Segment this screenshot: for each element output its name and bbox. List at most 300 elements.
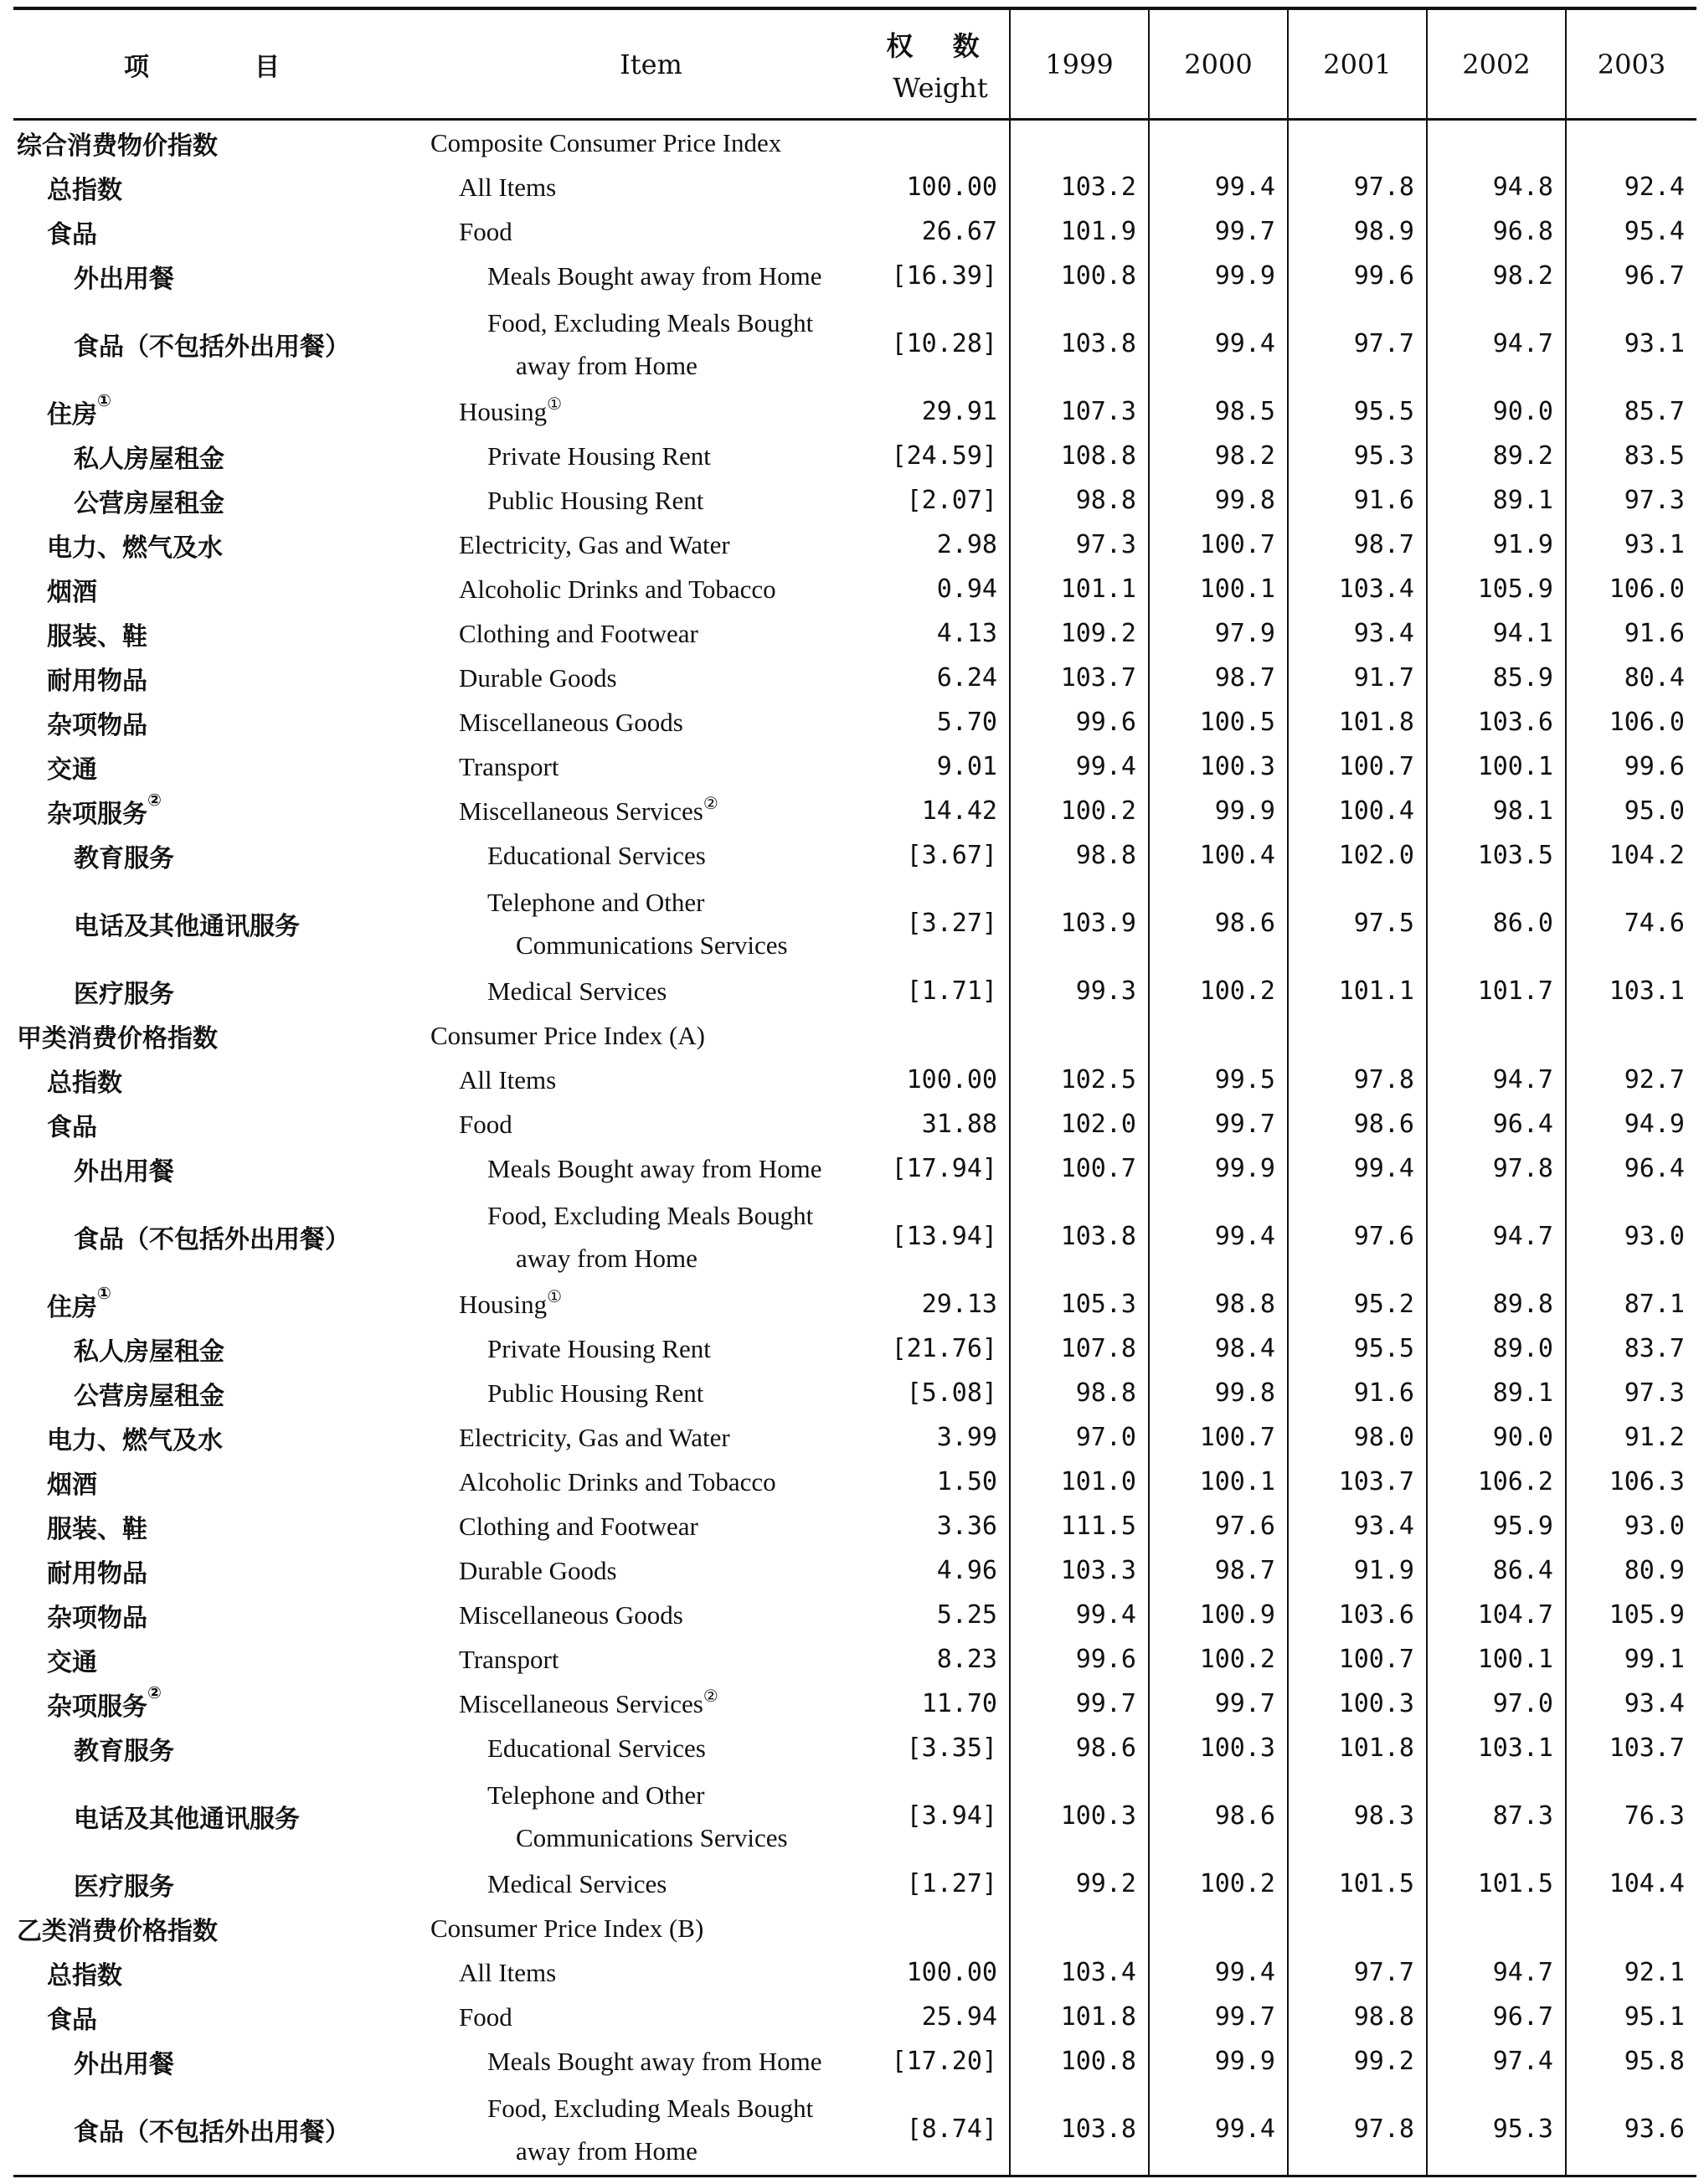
item-en: Food, Excluding Meals Bought — [487, 2093, 814, 2123]
item-en-cell — [430, 1371, 872, 1415]
item-en-cell — [430, 1058, 872, 1102]
table-row — [13, 1102, 1696, 1146]
item-cn: 外出用餐 — [74, 264, 174, 294]
item-cn-cell — [13, 1950, 430, 1995]
weight-cell: 11.70 — [872, 1682, 1010, 1726]
item-cn: 耐用物品 — [47, 1558, 147, 1589]
value-cell: 105.9 — [1609, 1600, 1685, 1630]
value-cell: 105.3 — [1010, 1282, 1149, 1326]
item-cn-cell — [13, 1282, 430, 1326]
item-cn: 综合消费物价指数 — [17, 131, 218, 161]
value-cell: 83.7 — [1624, 1334, 1685, 1363]
item-en: Food — [459, 216, 512, 246]
value-cell: 89.1 — [1427, 1371, 1566, 1415]
value-cell — [1149, 1013, 1288, 1058]
value-cell: 100.3 — [1149, 1726, 1288, 1770]
value-cell: 99.4 — [1149, 2084, 1288, 2176]
value-cell — [1566, 1013, 1696, 1058]
table-row — [13, 656, 1696, 700]
value-cell: 101.5 — [1288, 1862, 1427, 1906]
weight-cell: [3.67] — [872, 833, 1010, 878]
value-cell: 100.2 — [1010, 789, 1149, 833]
footnote-marker: ② — [147, 1682, 162, 1702]
item-cn: 杂项物品 — [47, 1603, 147, 1633]
item-cn-cell — [13, 254, 430, 298]
value-cell: 99.9 — [1149, 254, 1288, 298]
value-cell: 109.2 — [1010, 611, 1149, 656]
value-cell: 103.9 — [1010, 878, 1149, 969]
footnote-marker: ① — [97, 389, 111, 410]
item-en-cell — [430, 789, 872, 833]
item-cn-cell — [13, 1637, 430, 1682]
item-en: All Items — [459, 1064, 557, 1095]
item-cn-cell — [13, 611, 430, 656]
value-cell: 99.4 — [1010, 1593, 1149, 1637]
footnote-marker: ① — [547, 394, 563, 414]
item-en: Clothing and Footwear — [459, 618, 698, 648]
value-cell: 93.0 — [1624, 1512, 1685, 1541]
value-cell: 93.1 — [1624, 530, 1685, 559]
item-cn: 烟酒 — [47, 1470, 97, 1500]
value-cell: 100.7 — [1149, 523, 1288, 567]
item-en-cell — [430, 1013, 872, 1058]
value-cell: 97.7 — [1288, 298, 1427, 389]
item-en-cell — [430, 744, 872, 789]
item-cn: 私人房屋租金 — [74, 444, 224, 474]
item-en-cell — [430, 1415, 872, 1460]
value-cell: 98.8 — [1010, 1371, 1149, 1415]
weight-cell: [2.07] — [872, 478, 1010, 523]
value-cell: 103.1 — [1427, 1726, 1566, 1770]
value-cell: 98.2 — [1427, 254, 1566, 298]
weight-cell: [13.94] — [872, 1191, 1010, 1282]
item-en-cell — [430, 969, 872, 1013]
item-cn: 交通 — [47, 1647, 97, 1677]
header-weight — [872, 8, 1010, 120]
value-cell: 99.4 — [1149, 1191, 1288, 1282]
value-cell: 99.8 — [1149, 1371, 1288, 1415]
item-cn-cell — [13, 1460, 430, 1504]
item-en: Alcoholic Drinks and Tobacco — [459, 1466, 776, 1496]
item-en-cell — [430, 1637, 872, 1682]
item-en: Food — [459, 2001, 512, 2032]
value-cell: 97.6 — [1288, 1191, 1427, 1282]
value-cell: 106.0 — [1609, 574, 1685, 604]
value-cell — [1288, 1013, 1427, 1058]
value-cell: 103.1 — [1609, 976, 1685, 1006]
item-en: Private Housing Rent — [487, 1333, 711, 1363]
weight-cell: 3.36 — [872, 1504, 1010, 1548]
table-row — [13, 1770, 1696, 1862]
table-row — [13, 2084, 1696, 2176]
value-cell — [1427, 1906, 1566, 1950]
table-row — [13, 478, 1696, 523]
table-row — [13, 434, 1696, 478]
value-cell — [1010, 1013, 1149, 1058]
item-en-cell — [430, 1862, 872, 1906]
value-cell: 90.0 — [1427, 389, 1566, 434]
value-cell: 96.7 — [1624, 261, 1685, 291]
value-cell: 89.8 — [1427, 1282, 1566, 1326]
value-cell: 97.8 — [1288, 165, 1427, 209]
item-cn: 公营房屋租金 — [74, 1381, 224, 1411]
value-cell: 101.8 — [1010, 1995, 1149, 2039]
weight-cell: 0.94 — [872, 567, 1010, 611]
value-cell: 100.4 — [1288, 789, 1427, 833]
item-en-cell — [430, 1191, 872, 1282]
value-cell: 99.9 — [1149, 789, 1288, 833]
value-cell: 99.6 — [1288, 254, 1427, 298]
weight-cell: [16.39] — [872, 254, 1010, 298]
value-cell: 97.3 — [1624, 1378, 1685, 1408]
value-cell: 83.5 — [1624, 441, 1685, 471]
item-en-cell — [430, 1282, 872, 1326]
value-cell — [1149, 120, 1288, 166]
value-cell: 97.0 — [1427, 1682, 1566, 1726]
item-cn: 食品 — [47, 219, 97, 250]
weight-cell: [3.35] — [872, 1726, 1010, 1770]
table-row — [13, 969, 1696, 1013]
weight-cell: [10.28] — [872, 298, 1010, 389]
item-en-cell — [430, 478, 872, 523]
value-cell: 100.9 — [1149, 1593, 1288, 1637]
value-cell: 103.7 — [1288, 1460, 1427, 1504]
value-cell: 98.0 — [1288, 1415, 1427, 1460]
item-en: Meals Bought away from Home — [487, 2046, 822, 2076]
value-cell: 105.9 — [1427, 567, 1566, 611]
value-cell: 97.6 — [1149, 1504, 1288, 1548]
value-cell: 98.6 — [1149, 1770, 1288, 1862]
value-cell: 106.3 — [1609, 1467, 1685, 1496]
value-cell — [1149, 1906, 1288, 1950]
header-weight-cn: 权 数 — [886, 29, 995, 62]
value-cell: 97.9 — [1149, 611, 1288, 656]
weight-cell: 2.98 — [872, 523, 1010, 567]
table-row — [13, 523, 1696, 567]
item-en-cell — [430, 656, 872, 700]
value-cell: 100.1 — [1427, 1637, 1566, 1682]
value-cell: 97.5 — [1288, 878, 1427, 969]
item-en-cell — [430, 2039, 872, 2084]
table-row — [13, 567, 1696, 611]
table-row — [13, 2039, 1696, 2084]
table-row — [13, 1862, 1696, 1906]
value-cell: 93.4 — [1288, 1504, 1427, 1548]
value-cell: 98.7 — [1149, 656, 1288, 700]
item-cn: 电话及其他通讯服务 — [74, 911, 300, 941]
value-cell: 99.3 — [1010, 969, 1149, 1013]
value-cell: 102.5 — [1010, 1058, 1149, 1102]
item-en: Transport — [459, 751, 559, 781]
item-cn: 电话及其他通讯服务 — [74, 1804, 300, 1834]
item-en: Private Housing Rent — [487, 440, 711, 471]
value-cell: 99.9 — [1149, 2039, 1288, 2084]
table-row — [13, 1548, 1696, 1593]
item-cn-cell — [13, 1371, 430, 1415]
value-cell: 92.1 — [1624, 1958, 1685, 1987]
value-cell: 95.8 — [1624, 2047, 1685, 2076]
item-en: Alcoholic Drinks and Tobacco — [459, 574, 776, 604]
weight-cell: 100.00 — [872, 165, 1010, 209]
item-en: Medical Services — [487, 1868, 667, 1898]
value-cell: 97.3 — [1624, 486, 1685, 515]
value-cell: 98.6 — [1288, 1102, 1427, 1146]
table-row — [13, 744, 1696, 789]
item-en-cell — [430, 2084, 872, 2176]
item-en-cell — [430, 1102, 872, 1146]
item-en-cell — [430, 833, 872, 878]
value-cell: 99.7 — [1149, 1995, 1288, 2039]
weight-cell: 3.99 — [872, 1415, 1010, 1460]
item-en-line2: Communications Services — [516, 1822, 788, 1852]
item-cn-cell — [13, 567, 430, 611]
item-cn-cell — [13, 1326, 430, 1371]
weight-cell: 25.94 — [872, 1995, 1010, 2039]
item-en-cell — [430, 1906, 872, 1950]
weight-cell: [21.76] — [872, 1326, 1010, 1371]
item-en-cell — [430, 878, 872, 969]
footnote-marker: ② — [147, 789, 162, 810]
item-en: Miscellaneous Goods — [459, 1599, 683, 1630]
footnote-marker: ② — [703, 794, 718, 813]
value-cell: 106.0 — [1609, 708, 1685, 737]
value-cell: 98.9 — [1288, 209, 1427, 254]
value-cell: 103.6 — [1427, 700, 1566, 744]
item-en: Telephone and Other — [487, 887, 705, 917]
item-cn: 耐用物品 — [47, 666, 147, 696]
value-cell: 98.8 — [1288, 1995, 1427, 2039]
value-cell: 99.8 — [1149, 478, 1288, 523]
value-cell: 103.7 — [1609, 1733, 1685, 1763]
item-en-cell — [430, 254, 872, 298]
value-cell: 97.8 — [1427, 1146, 1566, 1191]
value-cell: 99.2 — [1288, 2039, 1427, 2084]
weight-cell: 26.67 — [872, 209, 1010, 254]
table-row — [13, 1058, 1696, 1102]
value-cell: 98.8 — [1149, 1282, 1288, 1326]
item-cn-cell — [13, 1995, 430, 2039]
item-en-cell — [430, 700, 872, 744]
item-cn-cell — [13, 1146, 430, 1191]
item-en: Miscellaneous Services — [459, 796, 703, 826]
table-row — [13, 1191, 1696, 1282]
value-cell: 99.9 — [1149, 1146, 1288, 1191]
table-row — [13, 1460, 1696, 1504]
weight-cell: [3.27] — [872, 878, 1010, 969]
value-cell: 94.7 — [1427, 1191, 1566, 1282]
value-cell: 103.6 — [1288, 1593, 1427, 1637]
item-cn-cell — [13, 1726, 430, 1770]
value-cell: 100.4 — [1149, 833, 1288, 878]
item-cn: 教育服务 — [74, 843, 174, 873]
weight-cell: [1.27] — [872, 1862, 1010, 1906]
table-row — [13, 1682, 1696, 1726]
table-row — [13, 700, 1696, 744]
item-en-cell — [430, 1682, 872, 1726]
value-cell: 107.8 — [1010, 1326, 1149, 1371]
value-cell: 101.5 — [1427, 1862, 1566, 1906]
weight-cell: [8.74] — [872, 2084, 1010, 2176]
item-en-cell — [430, 611, 872, 656]
table-row — [13, 165, 1696, 209]
item-en: Electricity, Gas and Water — [459, 1422, 730, 1452]
item-cn-cell — [13, 1682, 430, 1726]
weight-cell — [872, 1013, 1010, 1058]
value-cell: 91.9 — [1288, 1548, 1427, 1593]
value-cell: 92.4 — [1624, 173, 1685, 202]
header-year: 2000 — [1149, 8, 1288, 120]
value-cell: 93.1 — [1624, 329, 1685, 358]
value-cell: 101.8 — [1288, 1726, 1427, 1770]
item-cn: 外出用餐 — [74, 1156, 174, 1187]
value-cell: 99.6 — [1010, 700, 1149, 744]
item-cn-cell — [13, 2039, 430, 2084]
value-cell: 87.3 — [1427, 1770, 1566, 1862]
value-cell: 97.0 — [1010, 1415, 1149, 1460]
weight-cell: [24.59] — [872, 434, 1010, 478]
item-cn-cell — [13, 878, 430, 969]
weight-cell: 14.42 — [872, 789, 1010, 833]
value-cell: 100.1 — [1149, 567, 1288, 611]
value-cell: 93.4 — [1288, 611, 1427, 656]
table-row — [13, 1726, 1696, 1770]
item-cn-cell — [13, 1548, 430, 1593]
value-cell: 97.3 — [1010, 523, 1149, 567]
value-cell: 91.6 — [1288, 478, 1427, 523]
value-cell: 98.4 — [1149, 1326, 1288, 1371]
weight-cell: [3.94] — [872, 1770, 1010, 1862]
item-en-cell — [430, 1950, 872, 1995]
value-cell: 100.5 — [1149, 700, 1288, 744]
value-cell: 95.5 — [1288, 389, 1427, 434]
item-en: Transport — [459, 1644, 559, 1674]
item-cn: 甲类消费价格指数 — [17, 1023, 218, 1053]
item-cn-cell — [13, 1191, 430, 1282]
item-en-cell — [430, 523, 872, 567]
cpi-table — [13, 7, 1696, 2177]
value-cell: 74.6 — [1624, 909, 1685, 938]
value-cell: 100.7 — [1288, 1637, 1427, 1682]
value-cell: 100.8 — [1010, 2039, 1149, 2084]
value-cell: 93.0 — [1624, 1222, 1685, 1251]
value-cell: 101.7 — [1427, 969, 1566, 1013]
value-cell: 100.2 — [1149, 1637, 1288, 1682]
value-cell: 95.9 — [1427, 1504, 1566, 1548]
value-cell — [1566, 1906, 1696, 1950]
value-cell: 99.5 — [1149, 1058, 1288, 1102]
item-cn-cell — [13, 833, 430, 878]
item-en-line2: away from Home — [516, 2135, 698, 2166]
item-en: Meals Bought away from Home — [487, 260, 822, 291]
value-cell: 86.0 — [1427, 878, 1566, 969]
value-cell: 89.2 — [1427, 434, 1566, 478]
value-cell: 101.9 — [1010, 209, 1149, 254]
item-cn-cell — [13, 656, 430, 700]
value-cell: 103.3 — [1010, 1548, 1149, 1593]
value-cell: 108.8 — [1010, 434, 1149, 478]
header-weight-en: Weight — [893, 71, 988, 104]
value-cell: 99.6 — [1624, 752, 1685, 781]
header-year: 2003 — [1566, 8, 1696, 120]
table-row — [13, 298, 1696, 389]
weight-cell — [872, 120, 1010, 166]
item-cn: 电力、燃气及水 — [47, 533, 223, 563]
item-en-cell — [430, 1146, 872, 1191]
item-en: Consumer Price Index (B) — [430, 1913, 704, 1943]
value-cell: 98.6 — [1010, 1726, 1149, 1770]
value-cell: 87.1 — [1624, 1290, 1685, 1319]
value-cell: 99.7 — [1149, 1682, 1288, 1726]
item-cn: 服装、鞋 — [47, 1514, 147, 1544]
value-cell: 99.1 — [1624, 1645, 1685, 1674]
item-cn: 交通 — [47, 755, 97, 785]
item-en-cell — [430, 1995, 872, 2039]
value-cell: 103.2 — [1010, 165, 1149, 209]
item-en-cell — [430, 1326, 872, 1371]
value-cell: 94.9 — [1624, 1110, 1685, 1139]
value-cell: 90.0 — [1427, 1415, 1566, 1460]
item-en: Housing — [459, 396, 548, 426]
value-cell: 95.3 — [1288, 434, 1427, 478]
value-cell: 103.4 — [1010, 1950, 1149, 1995]
table-row — [13, 1950, 1696, 1995]
item-cn-cell — [13, 1013, 430, 1058]
value-cell: 76.3 — [1624, 1801, 1685, 1831]
item-cn: 乙类消费价格指数 — [17, 1916, 218, 1946]
value-cell: 103.8 — [1010, 298, 1149, 389]
weight-cell: 5.25 — [872, 1593, 1010, 1637]
item-cn-cell — [13, 789, 430, 833]
value-cell: 97.8 — [1288, 1058, 1427, 1102]
value-cell: 103.4 — [1288, 567, 1427, 611]
item-cn: 总指数 — [47, 1960, 122, 1991]
value-cell: 96.8 — [1427, 209, 1566, 254]
value-cell: 99.4 — [1288, 1146, 1427, 1191]
value-cell: 97.4 — [1427, 2039, 1566, 2084]
value-cell: 85.9 — [1427, 656, 1566, 700]
value-cell: 91.9 — [1427, 523, 1566, 567]
value-cell: 101.1 — [1288, 969, 1427, 1013]
weight-cell: [17.94] — [872, 1146, 1010, 1191]
item-cn-cell — [13, 1862, 430, 1906]
item-en: All Items — [459, 172, 557, 202]
item-cn: 住房 — [47, 399, 97, 430]
item-en-cell — [430, 165, 872, 209]
value-cell: 97.8 — [1288, 2084, 1427, 2176]
item-cn: 医疗服务 — [74, 979, 174, 1009]
table-row — [13, 209, 1696, 254]
value-cell: 95.0 — [1624, 796, 1685, 826]
value-cell: 100.1 — [1149, 1460, 1288, 1504]
item-cn-cell — [13, 969, 430, 1013]
item-en-cell — [430, 567, 872, 611]
table-row — [13, 1415, 1696, 1460]
item-en: Public Housing Rent — [487, 485, 704, 515]
value-cell: 94.7 — [1427, 1950, 1566, 1995]
value-cell: 98.7 — [1288, 523, 1427, 567]
footnote-marker: ① — [547, 1287, 563, 1306]
weight-cell: [1.71] — [872, 969, 1010, 1013]
item-cn: 服装、鞋 — [47, 621, 147, 652]
value-cell: 95.3 — [1427, 2084, 1566, 2176]
value-cell: 92.7 — [1624, 1065, 1685, 1095]
item-en: Educational Services — [487, 1733, 706, 1763]
value-cell: 102.0 — [1010, 1102, 1149, 1146]
header-row — [13, 8, 1696, 120]
value-cell: 91.6 — [1624, 619, 1685, 648]
item-en-cell — [430, 1504, 872, 1548]
value-cell: 100.7 — [1149, 1415, 1288, 1460]
